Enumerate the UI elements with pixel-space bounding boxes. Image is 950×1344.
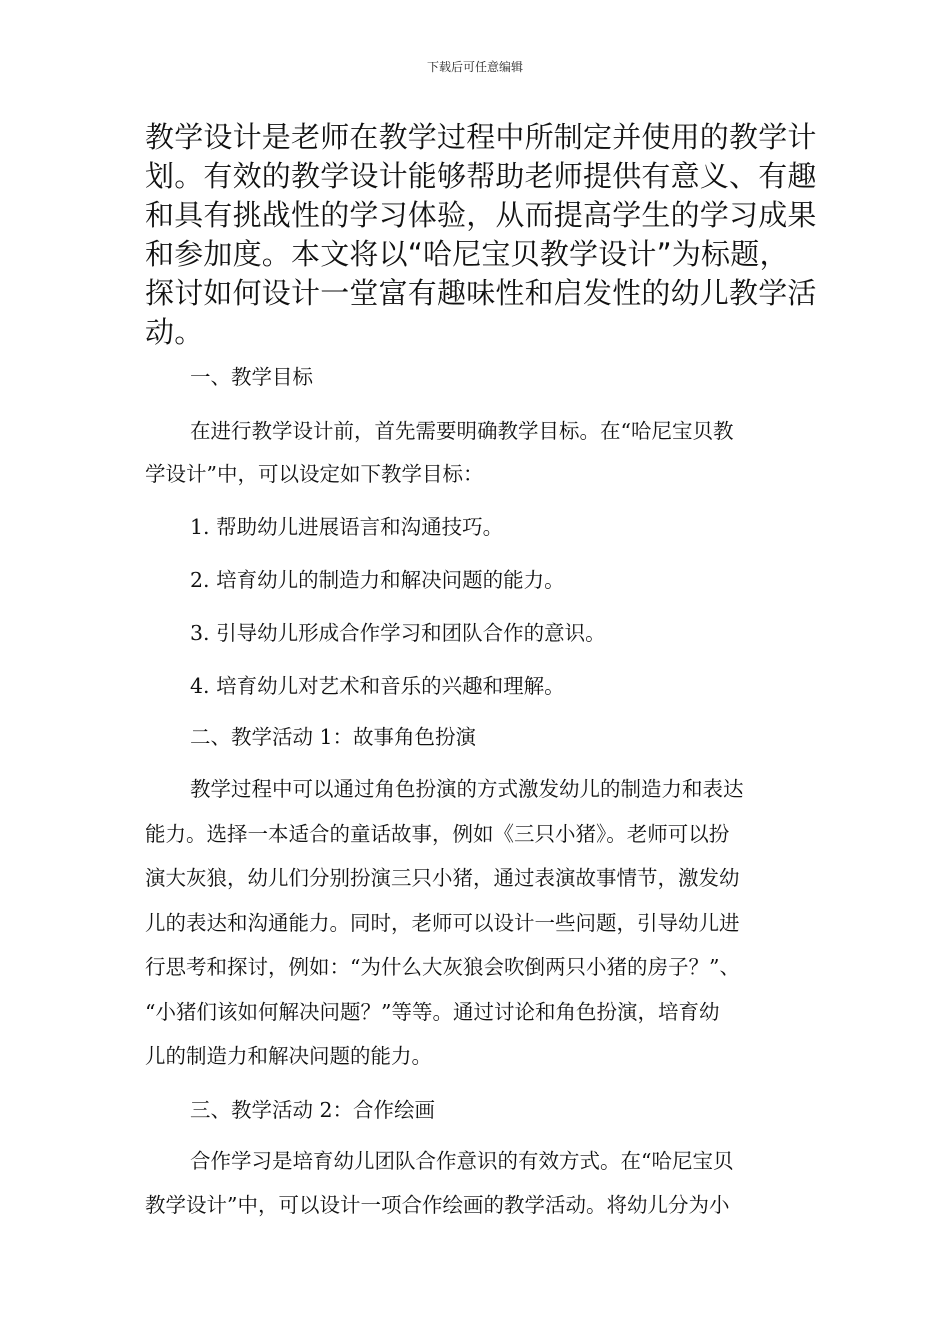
- paragraph-line: 教学过程中可以通过角色扮演的方式激发幼儿的制造力和表达: [190, 777, 744, 801]
- intro-line: 探讨如何设计一堂富有趣味性和启发性的幼儿教学活: [145, 276, 817, 310]
- goal-item: 1. 帮助幼儿进展语言和沟通技巧。: [190, 515, 504, 539]
- paragraph-line: 能力。选择一本适合的童话故事，例如《三只小猪》。老师可以扮: [145, 822, 730, 846]
- section-heading: 三、教学活动 2：合作绘画: [190, 1098, 436, 1122]
- paragraph-line: 教学设计”中，可以设计一项合作绘画的教学活动。将幼儿分为小: [145, 1193, 730, 1217]
- goal-item: 4. 培育幼儿对艺术和音乐的兴趣和理解。: [190, 674, 565, 698]
- intro-line: 教学设计是老师在教学过程中所制定并使用的教学计: [145, 120, 817, 154]
- paragraph-line: 儿的制造力和解决问题的能力。: [145, 1044, 432, 1068]
- paragraph-line: 在进行教学设计前，首先需要明确教学目标。在“哈尼宝贝教: [190, 419, 734, 443]
- section-heading: 二、教学活动 1：故事角色扮演: [190, 725, 477, 749]
- intro-paragraph: [145, 118, 817, 352]
- section-heading: 一、教学目标: [190, 365, 313, 389]
- goal-item: 3. 引导幼儿形成合作学习和团队合作的意识。: [190, 621, 606, 645]
- paragraph-line: 演大灰狼，幼儿们分别扮演三只小猪，通过表演故事情节，激发幼: [145, 866, 740, 890]
- paragraph-line: 儿的表达和沟通能力。同时，老师可以设计一些问题，引导幼儿进: [145, 911, 740, 935]
- intro-line: 和参加度。本文将以“哈尼宝贝教学设计”为标题，: [145, 237, 789, 271]
- paragraph-line: 合作学习是培育幼儿团队合作意识的有效方式。在“哈尼宝贝: [190, 1149, 734, 1173]
- paragraph-line: 行思考和探讨，例如：“为什么大灰狼会吹倒两只小猪的房子？”、: [145, 955, 740, 979]
- header-note: 下载后可任意编辑: [426, 60, 523, 74]
- paragraph-line: “小猪们该如何解决问题？”等等。通过讨论和角色扮演，培育幼: [145, 1000, 720, 1024]
- intro-line: 动。: [145, 315, 204, 349]
- intro-line: 和具有挑战性的学习体验，从而提高学生的学习成果: [145, 198, 817, 232]
- goal-item: 2. 培育幼儿的制造力和解决问题的能力。: [190, 568, 565, 592]
- intro-line: 划。有效的教学设计能够帮助老师提供有意义、有趣: [145, 159, 817, 193]
- paragraph-line: 学设计”中，可以设定如下教学目标：: [145, 462, 484, 486]
